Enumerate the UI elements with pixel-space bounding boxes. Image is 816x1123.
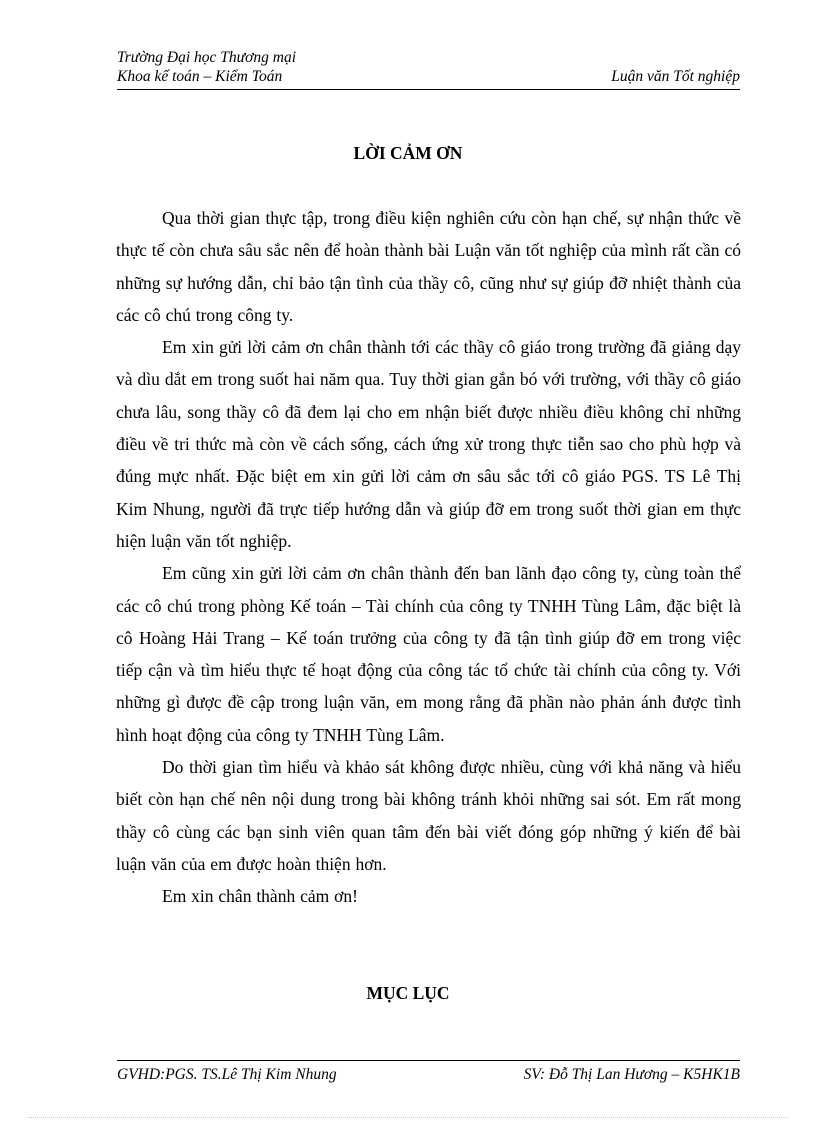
faculty-name: Khoa kế toán – Kiểm Toán xyxy=(117,68,283,85)
footer-divider xyxy=(117,1060,740,1061)
page-header xyxy=(117,48,740,86)
university-name: Trường Đại học Thương mại xyxy=(117,49,296,66)
page-title: LỜI CẢM ƠN xyxy=(353,143,463,163)
paragraph-3: Em cũng xin gửi lời cảm ơn chân thành đến ban lãnh đạo công ty, cùng toàn thể các cô chú trong phòng Kế toán – Tài chính của công ty TNHH Tùng Lâm, đặc biệt là cô Hoàng Hải Trang – Kế toán trưởng của công ty đã tận tình giúp đỡ em trong việc tiếp cận và tìm hiểu thực tế hoạt động của công tác tổ chức tài chính của công ty. Với những gì được đề cập trong luận văn, em mong rằng đã phần nào phản ánh được tình hình hoạt động của công ty TNHH Tùng Lâm. xyxy=(116,563,741,745)
advisor-name: GVHD:PGS. TS.Lê Thị Kim Nhung xyxy=(117,1066,337,1083)
acknowledgement-body xyxy=(116,202,741,913)
paragraph-2: Em xin gửi lời cảm ơn chân thành tới các thầy cô giáo trong trường đã giảng dạy và dìu dắt em trong suốt hai năm qua. Tuy thời gian gắn bó với trường, với thầy cô giáo chưa lâu, song thầy cô đã đem lại cho em nhận biết được nhiều điều không chỉ những điều về tri thức mà còn về cách sống, cách ứng xử trong thực tiễn sao cho phù hợp và đúng mực nhất. Đặc biệt em xin gửi lời cảm ơn sâu sắc tới cô giáo PGS. TS Lê Thị Kim Nhung, người đã trực tiếp hướng dẫn và giúp đỡ em trong suốt thời gian em thực hiện luận văn tốt nghiệp. xyxy=(116,337,741,551)
page-bottom-border xyxy=(28,1117,788,1118)
document-type: Luận văn Tốt nghiệp xyxy=(611,68,740,85)
page-footer xyxy=(117,1066,740,1084)
paragraph-4: Do thời gian tìm hiểu và khảo sát không được nhiều, cùng với khả năng và hiểu biết còn hạn chế nên nội dung trong bài không tránh khỏi những sai sót. Em rất mong thầy cô cùng các bạn sinh viên quan tâm đến bài viết đóng góp những ý kiến để bài luận văn của em được hoàn thiện hơn. xyxy=(116,757,741,874)
header-divider xyxy=(117,89,740,90)
closing-line: Em xin chân thành cảm ơn! xyxy=(162,886,358,907)
header-row xyxy=(117,67,740,86)
paragraph-1: Qua thời gian thực tập, trong điều kiện nghiên cứu còn hạn chế, sự nhận thức về thực tế còn chưa sâu sắc nên để hoàn thành bài Luận văn tốt nghiệp của mình rất cần có những sự hướng dẫn, chỉ bảo tận tình của thầy cô, cũng như sự giúp đỡ nhiệt thành của các cô chú trong công ty. xyxy=(116,208,741,325)
toc-title: MỤC LỤC xyxy=(366,983,450,1003)
student-name: SV: Đỗ Thị Lan Hương – K5HK1B xyxy=(523,1066,740,1083)
